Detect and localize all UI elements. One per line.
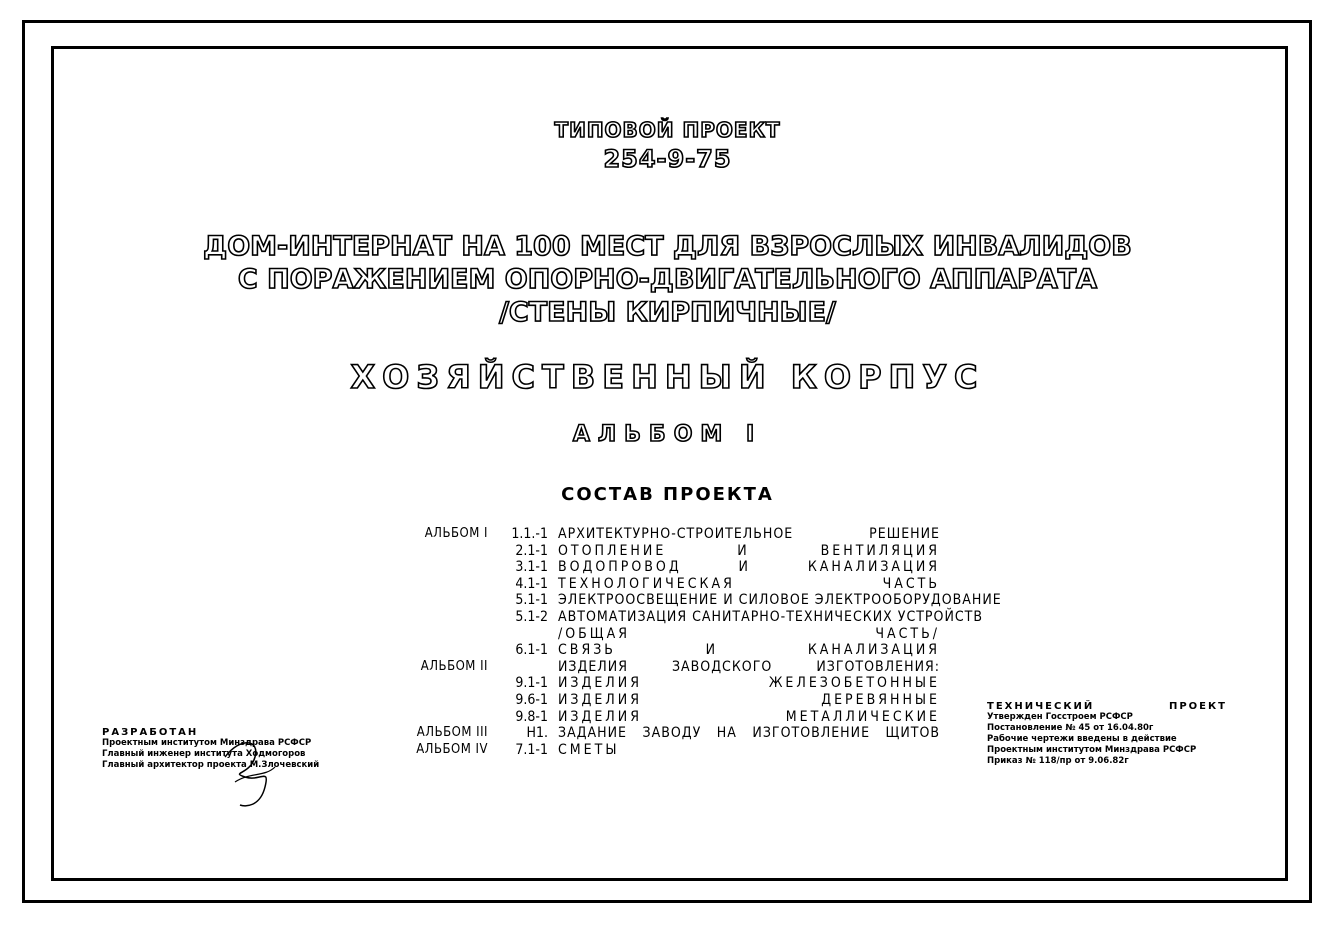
composition-row — [380, 659, 940, 676]
composition-row — [380, 559, 940, 576]
developer-heading: РАЗРАБОТАН — [102, 727, 199, 738]
building-title: ХОЗЯЙСТВЕННЫЙ КОРПУС — [350, 358, 985, 396]
composition-row — [380, 626, 940, 643]
approval-line: Проектным институтом Минздрава РСФСР — [987, 745, 1197, 755]
approval-line: Постановление № 45 от 16.04.80г — [987, 723, 1154, 733]
approval-line: Утвержден Госстроем РСФСР — [987, 712, 1133, 722]
composition-row — [380, 642, 940, 659]
section-code: 3.1-1 — [515, 559, 548, 576]
approval-heading: ТЕХНИЧЕСКИЙ ПРОЕКТ — [987, 701, 1227, 712]
section-title: СМЕТЫ — [558, 741, 620, 758]
section-title: АРХИТЕКТУРНО-СТРОИТЕЛЬНОЕ РЕШЕНИЕ — [558, 526, 940, 542]
section-code: 5.1-2 — [515, 608, 548, 625]
section-title: ТЕХНОЛОГИЧЕСКАЯ ЧАСТЬ — [558, 575, 940, 592]
composition-row — [380, 608, 983, 626]
project-name-line: ДОМ-ИНТЕРНАТ НА 100 МЕСТ ДЛЯ ВЗРОСЛЫХ ИНВАЛИДОВ — [203, 231, 1132, 262]
developer-line: Главный архитектор проекта М.Злочевский — [102, 760, 320, 770]
section-title: СВЯЗЬ И КАНАЛИЗАЦИЯ — [558, 642, 940, 659]
section-code: 6.1-1 — [515, 642, 548, 659]
project-number: 254-9-75 — [603, 145, 732, 173]
album-label: АЛЬБОМ III — [416, 725, 488, 741]
section-code: 9.6-1 — [515, 691, 548, 708]
section-title: /ОБЩАЯ ЧАСТЬ/ — [558, 625, 940, 642]
section-title: АВТОМАТИЗАЦИЯ САНИТАРНО-ТЕХНИЧЕСКИХ УСТРОЙСТВ — [558, 608, 983, 625]
album-title: АЛЬБОМ I — [572, 422, 763, 447]
section-title: ОТОПЛЕНИЕ И ВЕНТИЛЯЦИЯ — [558, 542, 940, 559]
composition-heading: СОСТАВ ПРОЕКТА — [561, 484, 774, 505]
composition-row — [380, 592, 1002, 609]
section-title: ЭЛЕКТРООСВЕЩЕНИЕ И СИЛОВОЕ ЭЛЕКТРООБОРУДОВАНИЕ — [558, 592, 1002, 609]
approval-line: Рабочие чертежи введены в действие — [987, 734, 1177, 744]
composition-row — [380, 709, 940, 726]
project-type-title: ТИПОВОЙ ПРОЕКТ — [554, 118, 781, 142]
section-code: 7.1-1 — [515, 741, 548, 758]
section-title: ЗАДАНИЕ ЗАВОДУ НА ИЗГОТОВЛЕНИЕ ЩИТОВ — [558, 725, 940, 742]
project-name — [0, 230, 1335, 329]
section-title: ИЗДЕЛИЯ ЖЕЛЕЗОБЕТОННЫЕ — [558, 675, 940, 692]
section-code: Н1. — [526, 725, 548, 742]
project-name-line: /СТЕНЫ КИРПИЧНЫЕ/ — [499, 297, 836, 328]
section-code: 2.1-1 — [515, 542, 548, 559]
composition-list — [380, 526, 1002, 758]
approval-line: Приказ № 118/пр от 9.06.82г — [987, 756, 1129, 766]
developer-line: Проектным институтом Минздрава РСФСР — [102, 738, 312, 748]
composition-row — [380, 675, 940, 692]
composition-row — [380, 742, 940, 759]
approval-block — [987, 701, 1227, 767]
section-title: ИЗДЕЛИЯ ДЕРЕВЯННЫЕ — [558, 691, 940, 708]
album-label: АЛЬБОМ I — [424, 526, 488, 541]
project-name-line: С ПОРАЖЕНИЕМ ОПОРНО-ДВИГАТЕЛЬНОГО АППАРАТА — [237, 264, 1098, 295]
section-title: ИЗДЕЛИЯ МЕТАЛЛИЧЕСКИЕ — [558, 708, 940, 725]
album-label: АЛЬБОМ IV — [416, 741, 488, 757]
composition-row — [380, 576, 940, 593]
composition-row — [380, 725, 940, 742]
section-code: 5.1-1 — [515, 592, 548, 609]
developer-line: Главный инженер института Ходмогоров — [102, 749, 306, 759]
section-code: 4.1-1 — [515, 575, 548, 592]
section-code: 9.8-1 — [515, 708, 548, 725]
section-code: 9.1-1 — [515, 675, 548, 692]
section-code: 1.1.-1 — [511, 526, 548, 542]
section-title: ИЗДЕЛИЯ ЗАВОДСКОГО ИЗГОТОВЛЕНИЯ: — [558, 658, 940, 675]
section-title: ВОДОПРОВОД И КАНАЛИЗАЦИЯ — [558, 559, 940, 576]
album-label: АЛЬБОМ II — [420, 658, 488, 674]
composition-row — [380, 543, 940, 560]
composition-row — [380, 526, 940, 543]
composition-row — [380, 692, 940, 709]
signature-mark — [215, 727, 285, 812]
